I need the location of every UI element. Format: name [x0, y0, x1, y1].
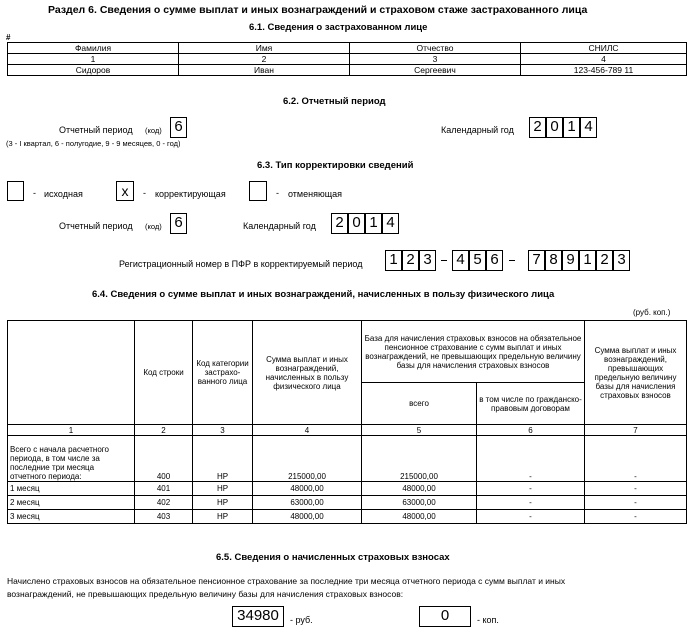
row-code: 400: [135, 436, 193, 482]
reg-digit-3[interactable]: 3: [419, 250, 436, 271]
reg-separator-2: [509, 260, 515, 261]
s65-title: 6.5. Сведения о начисленных страховых взносах: [216, 552, 450, 563]
row-over-limit: -: [585, 436, 687, 482]
s63-year-digit-3[interactable]: 1: [365, 213, 382, 234]
s63-year-digit-4[interactable]: 4: [382, 213, 399, 234]
correction-corrective-label: корректирующая: [155, 189, 226, 199]
num-1: 1: [8, 54, 179, 65]
col-num-5: 5: [362, 425, 477, 436]
row-category: НР: [193, 482, 253, 496]
reg-digit-1[interactable]: 1: [385, 250, 402, 271]
s62-year-digit-3[interactable]: 1: [563, 117, 580, 138]
rub-label: - руб.: [290, 615, 313, 625]
row-name: 1 месяц: [8, 482, 135, 496]
correction-initial-checkbox[interactable]: [7, 181, 24, 201]
s62-period-box[interactable]: 6: [170, 117, 187, 138]
header-row-name: [8, 321, 135, 425]
reg-digit-8[interactable]: 8: [545, 250, 562, 271]
header-base: База для начисления страховых взносов на обязательное пенсионное страхование с сумм выплат и иных вознаграждений, не превышающих предельную величину базы для начисления страховых взносов: [362, 321, 585, 383]
row-category: НР: [193, 436, 253, 482]
s62-period-note: (3 - I квартал, 6 - полугодие, 9 - 9 месяцев, 0 - год): [6, 139, 181, 148]
correction-corrective-checkbox[interactable]: x: [116, 181, 134, 201]
s62-year-digit-1[interactable]: 2: [529, 117, 546, 138]
row-sum: 48000,00: [253, 482, 362, 496]
row-base-civil: -: [477, 496, 585, 510]
reg-separator-1: [441, 260, 447, 261]
reg-digit-10[interactable]: 1: [579, 250, 596, 271]
dash-3: -: [276, 188, 279, 198]
header-sum: Сумма выплат и иных вознаграждений, начисленных в пользу физического лица: [253, 321, 362, 425]
reg-digit-11[interactable]: 2: [596, 250, 613, 271]
row-code: 403: [135, 510, 193, 524]
row-over-limit: -: [585, 496, 687, 510]
header-category: Код категории застрахо-ванного лица: [193, 321, 253, 425]
row-code: 401: [135, 482, 193, 496]
row-name: 2 месяц: [8, 496, 135, 510]
hash-mark: #: [6, 33, 11, 42]
row-category: НР: [193, 496, 253, 510]
s62-period-label: Отчетный период: [59, 125, 133, 135]
s65-text-line-2: вознаграждений, не превышающих предельную величину базы для начисления страховых взносов:: [7, 589, 404, 599]
col-num-6: 6: [477, 425, 585, 436]
header-base-total: всего: [362, 383, 477, 425]
table-row: [8, 436, 687, 482]
reg-digit-7[interactable]: 7: [528, 250, 545, 271]
reg-digit-9[interactable]: 9: [562, 250, 579, 271]
reg-digit-6[interactable]: 6: [486, 250, 503, 271]
insured-person-table: [7, 42, 687, 76]
row-code: 402: [135, 496, 193, 510]
header-snils: СНИЛС: [521, 43, 687, 54]
correction-cancel-checkbox[interactable]: [249, 181, 267, 201]
reg-digit-5[interactable]: 5: [469, 250, 486, 271]
s62-title: 6.2. Отчетный период: [283, 96, 386, 107]
s63-title: 6.3. Тип корректировки сведений: [257, 160, 414, 171]
reg-digit-12[interactable]: 3: [613, 250, 630, 271]
num-4: 4: [521, 54, 687, 65]
row-base-civil: -: [477, 482, 585, 496]
table-row: [8, 496, 687, 510]
header-patronymic: Отчество: [350, 43, 521, 54]
s63-year-digit-1[interactable]: 2: [331, 213, 348, 234]
num-2: 2: [179, 54, 350, 65]
row-over-limit: -: [585, 482, 687, 496]
s63-period-label: Отчетный период: [59, 221, 133, 231]
row-sum: 63000,00: [253, 496, 362, 510]
num-3: 3: [350, 54, 521, 65]
table-row: [8, 510, 687, 524]
row-base-total: 215000,00: [362, 436, 477, 482]
col-num-7: 7: [585, 425, 687, 436]
contributions-rub-box[interactable]: 34980: [232, 606, 284, 627]
kop-label: - коп.: [477, 615, 499, 625]
value-patronymic: Сергеевич: [350, 65, 521, 76]
header-over-limit: Сумма выплат и иных вознаграждений, превышающих предельную величину базы для начисления страховых взносов: [585, 321, 687, 425]
row-sum: 215000,00: [253, 436, 362, 482]
row-over-limit: -: [585, 510, 687, 524]
row-base-civil: -: [477, 510, 585, 524]
section-title: Раздел 6. Сведения о сумме выплат и иных вознаграждений и страховом стаже застрахованного лица: [48, 4, 588, 16]
row-base-total: 48000,00: [362, 510, 477, 524]
value-snils: 123-456-789 11: [521, 65, 687, 76]
s65-text-line-1: Начислено страховых взносов на обязательное пенсионное страхование за последние три месяца отчетного периода с сумм выплат и иных: [7, 576, 566, 586]
row-name: 3 месяц: [8, 510, 135, 524]
unit-label: (руб. коп.): [633, 308, 671, 317]
dash-1: -: [33, 188, 36, 198]
row-sum: 48000,00: [253, 510, 362, 524]
header-surname: Фамилия: [8, 43, 179, 54]
s61-title: 6.1. Сведения о застрахованном лице: [249, 22, 428, 33]
value-surname: Сидоров: [8, 65, 179, 76]
reg-number-label: Регистрационный номер в ПФР в корректируемый период: [119, 259, 363, 269]
value-name: Иван: [179, 65, 350, 76]
payments-table: [7, 320, 687, 524]
s62-year-label: Календарный год: [441, 125, 514, 135]
row-base-total: 63000,00: [362, 496, 477, 510]
row-base-total: 48000,00: [362, 482, 477, 496]
s64-title: 6.4. Сведения о сумме выплат и иных вознаграждений, начисленных в пользу физического лица: [92, 289, 555, 300]
s63-year-digit-2[interactable]: 0: [348, 213, 365, 234]
header-name: Имя: [179, 43, 350, 54]
s63-period-box[interactable]: 6: [170, 213, 187, 234]
correction-initial-label: исходная: [44, 189, 83, 199]
row-name: Всего с начала расчетного периода, в том числе за последние три месяца отчетного периода:: [8, 436, 135, 482]
s62-year-digit-4[interactable]: 4: [580, 117, 597, 138]
header-row-code: Код строки: [135, 321, 193, 425]
dash-2: -: [143, 188, 146, 198]
reg-digit-2[interactable]: 2: [402, 250, 419, 271]
col-num-1: 1: [8, 425, 135, 436]
table-row: [8, 482, 687, 496]
s62-code-label: (код): [145, 126, 162, 135]
s63-code-label: (код): [145, 222, 162, 231]
col-num-2: 2: [135, 425, 193, 436]
col-num-4: 4: [253, 425, 362, 436]
header-base-civil: в том числе по гражданско-правовым договорам: [477, 383, 585, 425]
reg-digit-4[interactable]: 4: [452, 250, 469, 271]
s62-year-digit-2[interactable]: 0: [546, 117, 563, 138]
contributions-kop-box[interactable]: 0: [419, 606, 471, 627]
row-category: НР: [193, 510, 253, 524]
s63-year-label: Календарный год: [243, 221, 316, 231]
col-num-3: 3: [193, 425, 253, 436]
correction-cancel-label: отменяющая: [288, 189, 342, 199]
row-base-civil: -: [477, 436, 585, 482]
